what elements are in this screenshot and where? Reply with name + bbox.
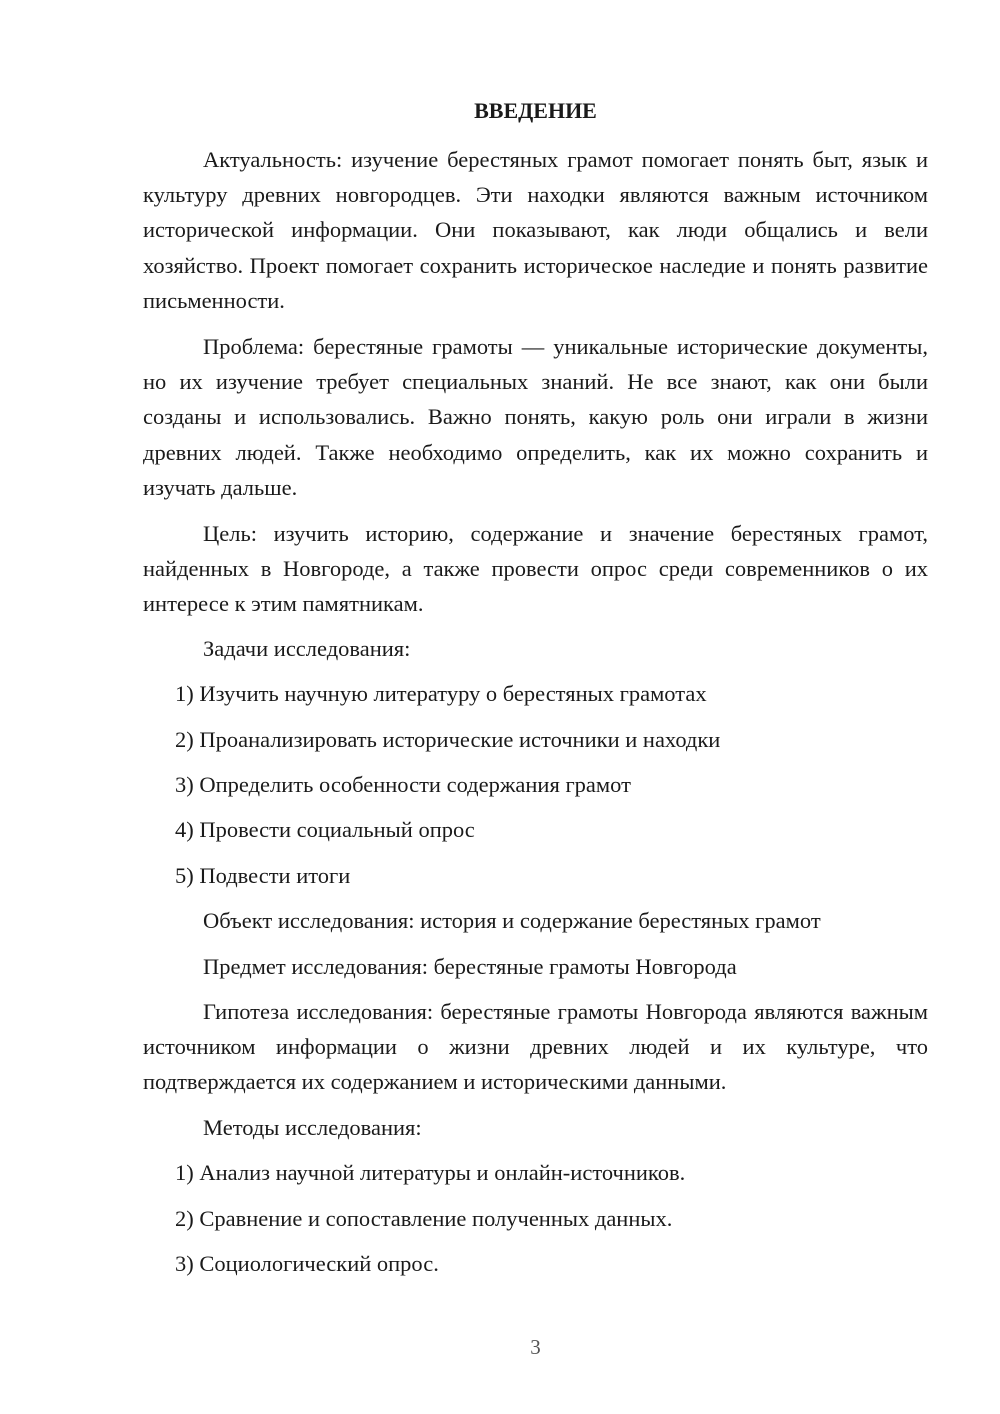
method-item: 2) Сравнение и сопоставление полученных данных. [175, 1206, 673, 1231]
problem-paragraph: Проблема: берестяные грамоты — уникальные исторические документы, но их изучение требует специальных знаний. Не все знают, как они были созданы и использовались. Важно понять, какую роль они играли в жизни древних людей. Также необходимо определить, как их можно сохранить и изучать дальше. [143, 334, 928, 500]
method-item: 1) Анализ научной литературы и онлайн-источников. [175, 1160, 686, 1185]
document-page [143, 0, 928, 1414]
research-subject: Предмет исследования: берестяные грамоты Новгорода [203, 954, 737, 979]
goal-paragraph: Цель: изучить историю, содержание и значение берестяных грамот, найденных в Новгороде, а также провести опрос среди современников о их интересе к этим памятникам. [143, 521, 928, 617]
methods-title: Методы исследования: [203, 1115, 422, 1140]
task-item: 4) Провести социальный опрос [175, 817, 475, 842]
tasks-title: Задачи исследования: [203, 636, 411, 661]
task-item: 5) Подвести итоги [175, 863, 351, 888]
task-item: 1) Изучить научную литературу о берестяных грамотах [175, 681, 707, 706]
page-heading: ВВЕДЕНИЕ [474, 98, 597, 123]
task-item: 3) Определить особенности содержания грамот [175, 772, 631, 797]
method-item: 3) Социологический опрос. [175, 1251, 439, 1276]
hypothesis-paragraph: Гипотеза исследования: берестяные грамоты Новгорода являются важным источником информации о жизни древних людей и их культуре, что подтверждается их содержанием и историческими данными. [143, 999, 928, 1095]
relevance-paragraph: Актуальность: изучение берестяных грамот помогает понять быт, язык и культуру древних новгородцев. Эти находки являются важным источником исторической информации. Они показывают, как люди общались и вели хозяйство. Проект помогает сохранить историческое наследие и понять развитие письменности. [143, 147, 928, 313]
task-item: 2) Проанализировать исторические источники и находки [175, 727, 721, 752]
research-object: Объект исследования: история и содержание берестяных грамот [203, 908, 821, 933]
page-number: 3 [530, 1335, 541, 1359]
